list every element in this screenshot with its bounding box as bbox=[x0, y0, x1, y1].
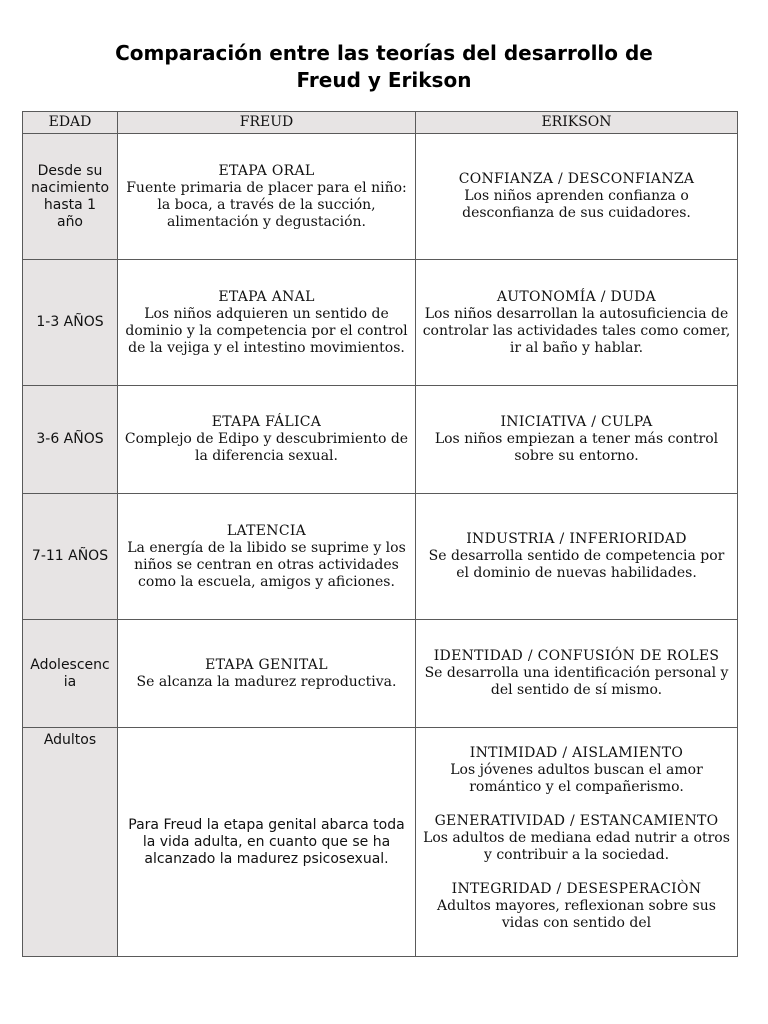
freud-stage: ETAPA ORAL bbox=[218, 162, 315, 179]
erikson-desc: Adultos mayores, reflexionan sobre sus vidas con sentido del bbox=[437, 898, 716, 931]
age-cell: 7-11 AÑOS bbox=[23, 494, 118, 620]
erikson-stage: INTIMIDAD / AISLAMIENTO bbox=[469, 745, 684, 761]
freud-desc: La energía de la libido se suprime y los niños se centran en otras actividades como la escuela, amigos y aficiones. bbox=[127, 539, 406, 590]
erikson-desc: Se desarrolla una identificación personal y del sentido de sí mismo. bbox=[424, 665, 729, 698]
erikson-cell bbox=[416, 260, 738, 386]
comparison-table bbox=[22, 111, 738, 957]
title-line-2: Freud y Erikson bbox=[296, 68, 472, 92]
header-age: EDAD bbox=[23, 112, 118, 134]
erikson-desc: Los niños empiezan a tener más control sobre su entorno. bbox=[434, 431, 719, 464]
document-title bbox=[0, 40, 768, 94]
table-row bbox=[23, 134, 738, 260]
erikson-cell bbox=[416, 728, 738, 957]
erikson-stage: IDENTIDAD / CONFUSIÓN DE ROLES bbox=[433, 648, 720, 664]
title-line-1: Comparación entre las teorías del desarrollo de bbox=[115, 41, 653, 65]
freud-desc: Fuente primaria de placer para el niño: la boca, a través de la succión, alimentación y degustación. bbox=[126, 179, 407, 230]
erikson-desc: Los adultos de mediana edad nutrir a otros y contribuir a la sociedad. bbox=[423, 830, 730, 863]
erikson-desc: Los niños desarrollan la autosuficiencia de controlar las actividades tales como comer, ir al baño y hablar. bbox=[422, 305, 731, 356]
age-cell: 1-3 AÑOS bbox=[23, 260, 118, 386]
spacer bbox=[422, 796, 731, 813]
freud-desc: Complejo de Edipo y descubrimiento de la diferencia sexual. bbox=[124, 431, 409, 464]
freud-cell bbox=[118, 260, 416, 386]
erikson-desc: Se desarrolla sentido de competencia por el dominio de nuevas habilidades. bbox=[428, 548, 725, 581]
freud-desc: Se alcanza la madurez reproductiva. bbox=[136, 673, 397, 690]
erikson-stage: INTEGRIDAD / DESESPERACIÒN bbox=[451, 881, 702, 897]
age-cell: Adolescencia bbox=[23, 620, 118, 728]
erikson-stage: INDUSTRIA / INFERIORIDAD bbox=[466, 531, 687, 547]
age-cell: 3-6 AÑOS bbox=[23, 386, 118, 494]
table-row-adults bbox=[23, 728, 738, 957]
freud-cell bbox=[118, 134, 416, 260]
table-row bbox=[23, 260, 738, 386]
freud-desc: Los niños adquieren un sentido de dominio y la competencia por el control de la vejiga y el intestino movimientos. bbox=[125, 305, 408, 356]
table-row bbox=[23, 494, 738, 620]
freud-stage: ETAPA FÁLICA bbox=[211, 414, 322, 430]
erikson-stage: CONFIANZA / DESCONFIANZA bbox=[458, 171, 695, 187]
table-row bbox=[23, 386, 738, 494]
erikson-stage: AUTONOMÍA / DUDA bbox=[496, 288, 657, 305]
header-erikson: ERIKSON bbox=[416, 112, 738, 134]
erikson-cell bbox=[416, 134, 738, 260]
age-cell: Adultos bbox=[23, 728, 118, 957]
erikson-cell bbox=[416, 620, 738, 728]
freud-cell bbox=[118, 620, 416, 728]
erikson-desc: Los jóvenes adultos buscan el amor romántico y el compañerismo. bbox=[450, 762, 703, 795]
freud-stage: LATENCIA bbox=[226, 522, 307, 539]
erikson-desc: Los niños aprenden confianza o desconfianza de sus cuidadores. bbox=[462, 188, 691, 221]
erikson-stage: GENERATIVIDAD / ESTANCAMIENTO bbox=[434, 813, 719, 829]
freud-cell bbox=[118, 386, 416, 494]
freud-cell: Para Freud la etapa genital abarca toda la vida adulta, en cuanto que se ha alcanzado la madurez psicosexual. bbox=[118, 728, 416, 957]
table-row bbox=[23, 620, 738, 728]
header-freud: FREUD bbox=[118, 112, 416, 134]
freud-stage: ETAPA GENITAL bbox=[205, 656, 328, 673]
freud-cell bbox=[118, 494, 416, 620]
freud-stage: ETAPA ANAL bbox=[218, 288, 315, 305]
erikson-cell bbox=[416, 494, 738, 620]
spacer bbox=[422, 864, 731, 881]
header-row bbox=[23, 112, 738, 134]
erikson-stage: INICIATIVA / CULPA bbox=[500, 414, 653, 430]
age-cell: Desde su nacimiento hasta 1 año bbox=[23, 134, 118, 260]
erikson-cell bbox=[416, 386, 738, 494]
